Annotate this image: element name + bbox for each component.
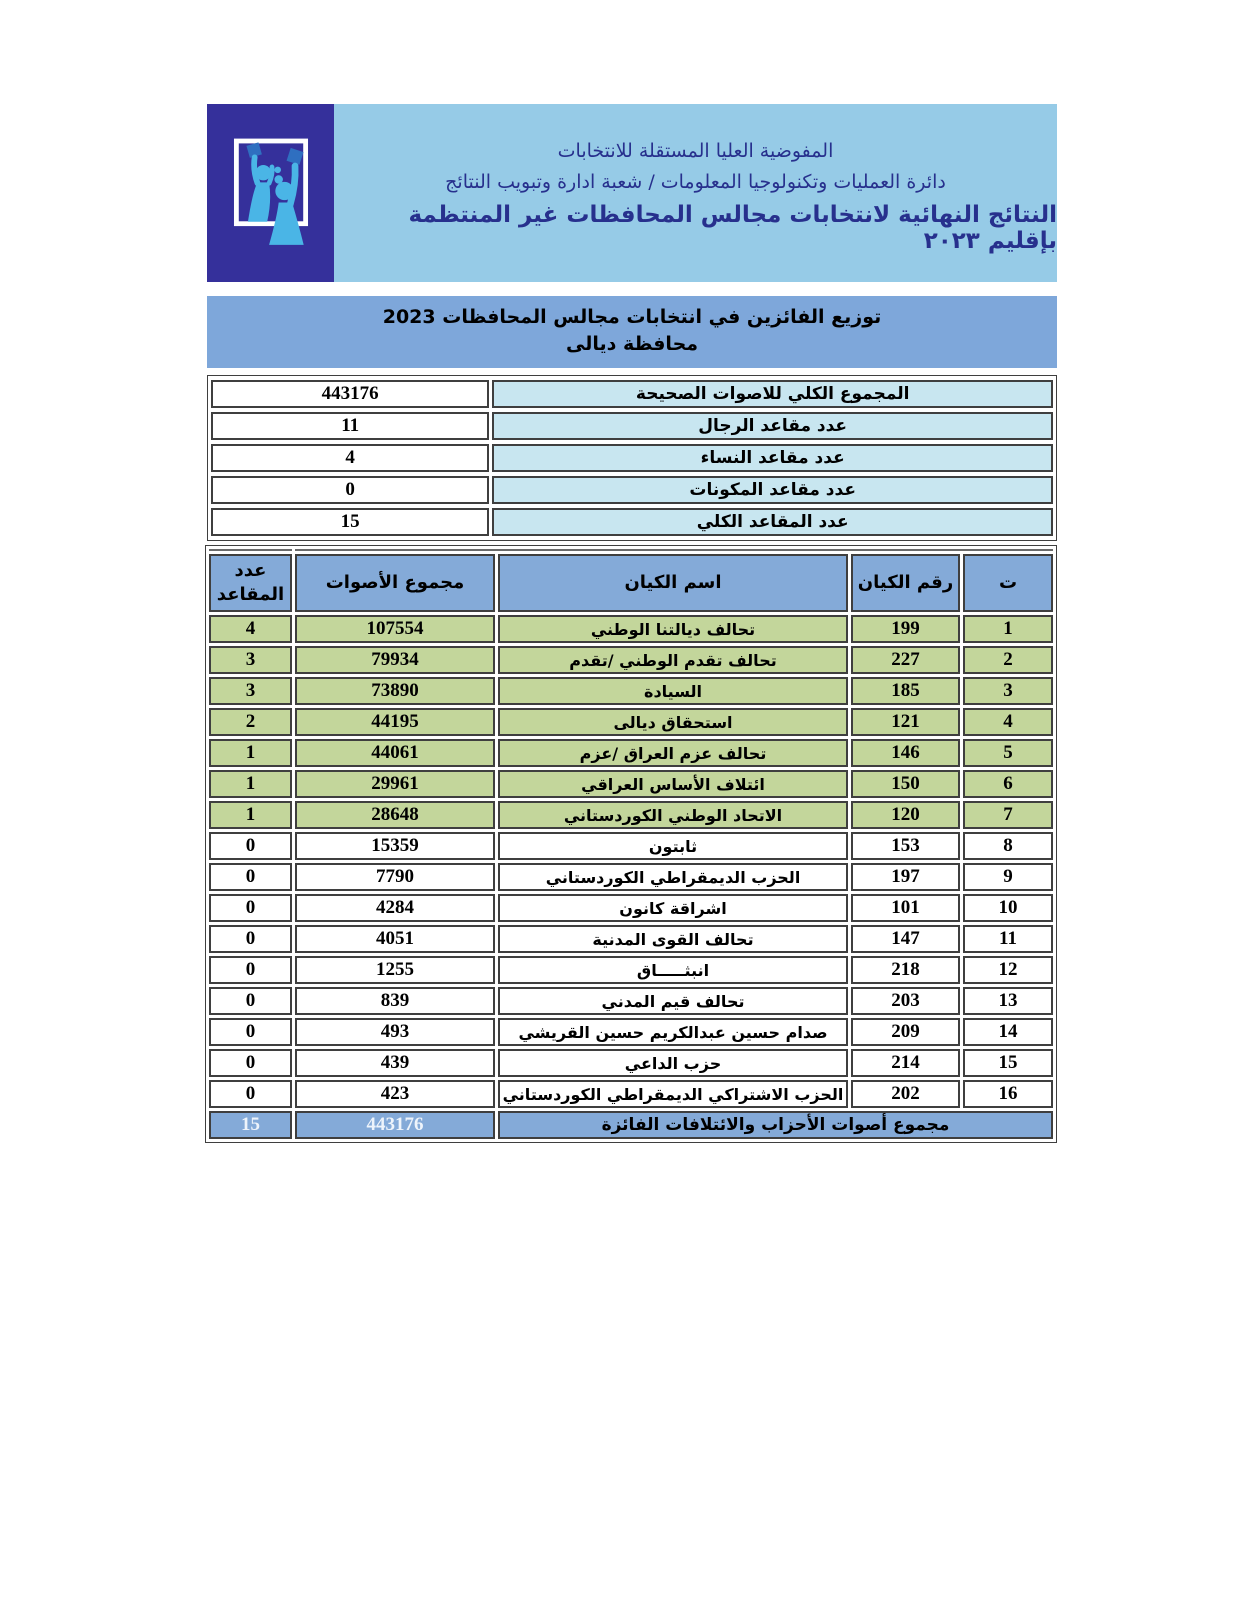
- report-title: النتائج النهائية لانتخابات مجالس المحافظات غير المنتظمة بإقليم ٢٠٢٣: [408, 202, 1057, 254]
- entity-index: 16: [963, 1080, 1053, 1108]
- entity-votes: 29961: [295, 770, 495, 798]
- entity-number: 121: [851, 708, 960, 736]
- entity-seats: 0: [209, 925, 292, 953]
- col-header-entity-name: اسم الكيان: [498, 554, 848, 612]
- entity-votes: 44195: [295, 708, 495, 736]
- entity-votes: 73890: [295, 677, 495, 705]
- entity-votes: 79934: [295, 646, 495, 674]
- entity-seats: 1: [209, 770, 292, 798]
- entity-votes: 1255: [295, 956, 495, 984]
- entity-number: 202: [851, 1080, 960, 1108]
- title-block: [207, 296, 1057, 368]
- summary-label: عدد مقاعد النساء: [492, 444, 1053, 472]
- entity-index: 8: [963, 832, 1053, 860]
- results-row: [209, 863, 1053, 891]
- entity-seats: 0: [209, 1018, 292, 1046]
- summary-label: عدد مقاعد المكونات: [492, 476, 1053, 504]
- results-row: [209, 956, 1053, 984]
- summary-row: [211, 380, 1053, 408]
- entity-name: ائتلاف الأساس العراقي: [498, 770, 848, 798]
- entity-number: 147: [851, 925, 960, 953]
- entity-name: انبثـــــاق: [498, 956, 848, 984]
- entity-index: 11: [963, 925, 1053, 953]
- summary-row: [211, 508, 1053, 536]
- entity-name: الحزب الاشتراكي الديمقراطي الكوردستاني: [498, 1080, 848, 1108]
- entity-seats: 0: [209, 863, 292, 891]
- entity-number: 203: [851, 987, 960, 1015]
- entity-votes: 439: [295, 1049, 495, 1077]
- entity-seats: 0: [209, 987, 292, 1015]
- summary-value: 11: [211, 412, 489, 440]
- entity-votes: 15359: [295, 832, 495, 860]
- entity-seats: 0: [209, 832, 292, 860]
- entity-number: 209: [851, 1018, 960, 1046]
- entity-votes: 4284: [295, 894, 495, 922]
- results-row: [209, 708, 1053, 736]
- entity-index: 13: [963, 987, 1053, 1015]
- spacer-row: [209, 549, 1053, 551]
- commission-name: المفوضية العليا المستقلة للانتخابات: [557, 140, 834, 162]
- spacer-cell: [209, 549, 292, 551]
- col-header-votes: مجموع الأصوات: [295, 554, 495, 612]
- entity-seats: 0: [209, 894, 292, 922]
- results-row: [209, 770, 1053, 798]
- summary-value: 443176: [211, 380, 489, 408]
- entity-index: 12: [963, 956, 1053, 984]
- results-header-row: [209, 554, 1053, 612]
- header-banner-text: [334, 104, 1057, 282]
- results-row: [209, 1080, 1053, 1108]
- entity-number: 197: [851, 863, 960, 891]
- entity-index: 9: [963, 863, 1053, 891]
- ihec-ballot-voters-logo-icon: [221, 128, 321, 258]
- entity-votes: 44061: [295, 739, 495, 767]
- entity-seats: 0: [209, 956, 292, 984]
- summary-value: 4: [211, 444, 489, 472]
- results-table-head: [209, 549, 1053, 612]
- entity-index: 2: [963, 646, 1053, 674]
- results-row: [209, 615, 1053, 643]
- entity-votes: 7790: [295, 863, 495, 891]
- entity-votes: 4051: [295, 925, 495, 953]
- entity-index: 5: [963, 739, 1053, 767]
- entity-number: 146: [851, 739, 960, 767]
- entity-seats: 3: [209, 677, 292, 705]
- entity-votes: 423: [295, 1080, 495, 1108]
- entity-name: اشراقة كانون: [498, 894, 848, 922]
- entity-seats: 2: [209, 708, 292, 736]
- department-name: دائرة العمليات وتكنولوجيا المعلومات / شعبة ادارة وتبويب النتائج: [445, 171, 946, 193]
- entity-name: حزب الداعي: [498, 1049, 848, 1077]
- entity-number: 227: [851, 646, 960, 674]
- distribution-title: توزيع الفائزين في انتخابات مجالس المحافظات 2023: [382, 306, 882, 328]
- entity-index: 10: [963, 894, 1053, 922]
- results-row: [209, 987, 1053, 1015]
- entity-name: تحالف عزم العراق /عزم: [498, 739, 848, 767]
- entity-index: 7: [963, 801, 1053, 829]
- entity-index: 1: [963, 615, 1053, 643]
- entity-number: 214: [851, 1049, 960, 1077]
- entity-number: 150: [851, 770, 960, 798]
- entity-name: استحقاق ديالى: [498, 708, 848, 736]
- results-row: [209, 894, 1053, 922]
- entity-name: الحزب الديمقراطي الكوردستاني: [498, 863, 848, 891]
- header-banner: [207, 104, 1057, 282]
- entity-index: 4: [963, 708, 1053, 736]
- summary-value: 15: [211, 508, 489, 536]
- entity-number: 120: [851, 801, 960, 829]
- results-table-foot: [209, 1111, 1053, 1139]
- governorate-name: محافظة ديالى: [565, 333, 699, 355]
- summary-label: عدد مقاعد الرجال: [492, 412, 1053, 440]
- entity-votes: 107554: [295, 615, 495, 643]
- logo-block: [207, 104, 334, 282]
- entity-number: 218: [851, 956, 960, 984]
- entity-number: 185: [851, 677, 960, 705]
- entity-seats: 4: [209, 615, 292, 643]
- entity-index: 3: [963, 677, 1053, 705]
- entity-number: 153: [851, 832, 960, 860]
- entity-seats: 1: [209, 801, 292, 829]
- totals-seats: 15: [209, 1111, 292, 1139]
- entity-seats: 0: [209, 1049, 292, 1077]
- totals-label: مجموع أصوات الأحزاب والائتلافات الفائزة: [498, 1111, 1053, 1139]
- entity-name: السيادة: [498, 677, 848, 705]
- entity-seats: 1: [209, 739, 292, 767]
- entity-name: تحالف قيم المدني: [498, 987, 848, 1015]
- entity-seats: 3: [209, 646, 292, 674]
- results-row: [209, 1049, 1053, 1077]
- entity-number: 101: [851, 894, 960, 922]
- spacer-cell: [295, 549, 1053, 551]
- summary-row: [211, 444, 1053, 472]
- entity-name: تحالف ديالتنا الوطني: [498, 615, 848, 643]
- summary-label: المجموع الكلي للاصوات الصحيحة: [492, 380, 1053, 408]
- results-row: [209, 646, 1053, 674]
- entity-number: 199: [851, 615, 960, 643]
- results-table: [205, 545, 1057, 1143]
- summary-label: عدد المقاعد الكلي: [492, 508, 1053, 536]
- entity-votes: 493: [295, 1018, 495, 1046]
- entity-index: 6: [963, 770, 1053, 798]
- entity-name: تحالف القوى المدنية: [498, 925, 848, 953]
- results-row: [209, 739, 1053, 767]
- col-header-index: ت: [963, 554, 1053, 612]
- summary-value: 0: [211, 476, 489, 504]
- results-row: [209, 832, 1053, 860]
- results-row: [209, 1018, 1053, 1046]
- results-row: [209, 677, 1053, 705]
- results-table-body: [209, 615, 1053, 1108]
- totals-votes: 443176: [295, 1111, 495, 1139]
- summary-row: [211, 412, 1053, 440]
- col-header-seats: عدد المقاعد: [209, 554, 292, 612]
- entity-name: ثابتون: [498, 832, 848, 860]
- entity-index: 15: [963, 1049, 1053, 1077]
- entity-name: صدام حسين عبدالكريم حسين القريشي: [498, 1018, 848, 1046]
- summary-row: [211, 476, 1053, 504]
- results-row: [209, 925, 1053, 953]
- entity-name: تحالف تقدم الوطني /تقدم: [498, 646, 848, 674]
- entity-seats: 0: [209, 1080, 292, 1108]
- col-header-entity-number: رقم الكيان: [851, 554, 960, 612]
- entity-votes: 28648: [295, 801, 495, 829]
- summary-table: [207, 375, 1057, 541]
- entity-index: 14: [963, 1018, 1053, 1046]
- results-row: [209, 801, 1053, 829]
- entity-name: الاتحاد الوطني الكوردستاني: [498, 801, 848, 829]
- entity-votes: 839: [295, 987, 495, 1015]
- results-sheet: [207, 104, 1057, 1143]
- totals-row: [209, 1111, 1053, 1139]
